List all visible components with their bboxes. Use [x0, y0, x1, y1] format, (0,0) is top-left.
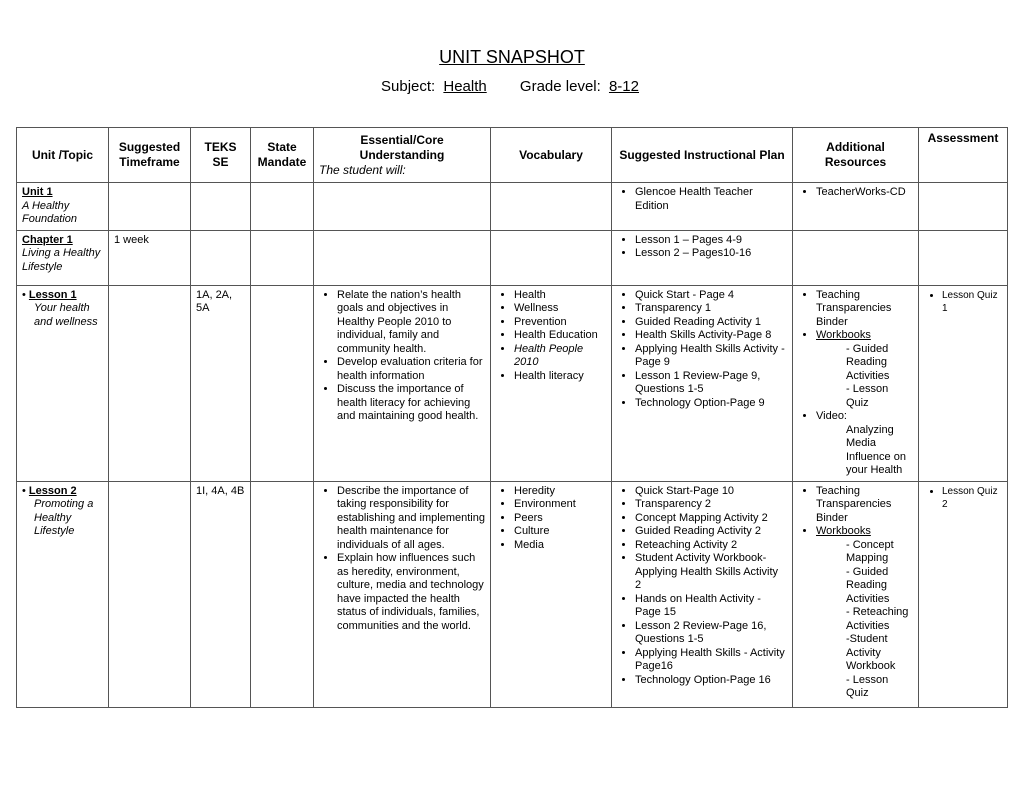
header-cell	[314, 128, 491, 183]
vocab-list	[496, 289, 606, 384]
state-mandate-cell	[251, 230, 314, 285]
resource-item: • Workbooks	[816, 525, 913, 539]
vocab-item: • Heredity	[514, 485, 606, 499]
understanding-cell	[314, 183, 491, 231]
resources-cell	[793, 230, 919, 285]
understanding-cell	[314, 285, 491, 481]
resource-list	[798, 186, 913, 200]
resource-item: • Workbooks	[816, 329, 913, 343]
resource-item: • Teaching Transparencies Binder	[816, 485, 913, 526]
header-cell: State Mandate	[251, 128, 314, 183]
topic-cell	[17, 183, 109, 231]
plan-list	[617, 234, 787, 261]
understanding-item: • Discuss the importance of health literacy for achieving and maintaining good health.	[337, 383, 485, 424]
header-cell: Suggested Instructional Plan	[612, 128, 793, 183]
table-row	[17, 183, 1008, 231]
assessment-cell	[919, 183, 1008, 231]
state-mandate-cell	[251, 481, 314, 707]
plan-list	[617, 485, 787, 688]
resource-subitem: -Student Activity Workbook	[846, 633, 896, 672]
plan-item: • Applying Health Skills - Activity Page16	[635, 647, 787, 674]
state-mandate-cell	[251, 285, 314, 481]
understanding-list	[319, 289, 485, 424]
topic-cell: • Lesson 1 Your health and wellness	[17, 285, 109, 481]
header-cell: Assessment	[919, 128, 1008, 183]
header-cell: Suggested Timeframe	[109, 128, 191, 183]
plan-item: • Transparency 1	[635, 302, 787, 316]
topic-cell: • Lesson 2 Promoting a Healthy Lifestyle	[17, 481, 109, 707]
topic-title: Chapter 1	[22, 233, 73, 246]
resource-item: • Video:	[816, 410, 913, 424]
vocab-item: • Wellness	[514, 302, 606, 316]
vocabulary-cell	[491, 183, 612, 231]
vocabulary-cell	[491, 481, 612, 707]
unit-snapshot-table	[16, 127, 1008, 708]
topic-subtitle: A Healthy Foundation	[22, 199, 78, 225]
timeframe-cell	[109, 183, 191, 231]
resource-list	[798, 289, 913, 478]
plan-item: • Technology Option-Page 9	[635, 397, 787, 411]
subject-value: Health	[443, 78, 487, 95]
teks-cell: 1A, 2A, 5A	[191, 285, 251, 481]
vocab-item: • Health People 2010	[514, 343, 606, 370]
table-row	[17, 285, 1008, 481]
page-title: UNIT SNAPSHOT	[439, 47, 585, 67]
resource-item: • Teaching Transparencies Binder	[816, 289, 913, 330]
table-row	[17, 481, 1008, 707]
plan-cell	[612, 183, 793, 231]
understanding-item: • Explain how influences such as heredity, environment, culture, media and technology have impacted the health status of individuals, families, communities and the world.	[337, 552, 485, 633]
teks-cell	[191, 230, 251, 285]
plan-item: • Guided Reading Activity 2	[635, 525, 787, 539]
topic-title: Lesson 2	[28, 484, 77, 497]
understanding-item: • Relate the nation’s health goals and objectives in Healthy People 2010 to individual, family and community health.	[337, 289, 485, 357]
plan-item: • Technology Option-Page 16	[635, 674, 787, 688]
vocab-item: • Peers	[514, 512, 606, 526]
timeframe-cell	[109, 481, 191, 707]
plan-item: • Lesson 2 – Pages10-16	[635, 247, 787, 261]
resources-cell	[793, 481, 919, 707]
topic-subtitle: Living a Healthy Lifestyle	[22, 247, 101, 273]
plan-item: • Transparency 2	[635, 498, 787, 512]
plan-item: • Guided Reading Activity 1	[635, 316, 787, 330]
header-cell: Vocabulary	[491, 128, 612, 183]
plan-item: • Health Skills Activity-Page 8	[635, 329, 787, 343]
subject-line	[0, 78, 1024, 95]
plan-item: • Student Activity Workbook-Applying Health Skills Activity 2	[635, 552, 787, 593]
resource-subitem: - Guided Reading Activities	[846, 565, 890, 605]
timeframe-cell: 1 week	[109, 230, 191, 285]
teks-cell	[191, 183, 251, 231]
plan-list	[617, 186, 787, 213]
subject-label: Subject:	[381, 78, 436, 95]
plan-item: • Glencoe Health Teacher Edition	[635, 186, 787, 213]
grade-label: Grade level:	[519, 78, 601, 95]
plan-list	[617, 289, 787, 411]
plan-item: • Hands on Health Activity - Page 15	[635, 593, 787, 620]
teks-cell: 1I, 4A, 4B	[191, 481, 251, 707]
timeframe-cell	[109, 285, 191, 481]
resource-subitem: - Concept Mapping	[846, 538, 894, 564]
resource-subitem: - Guided Reading Activities	[846, 342, 890, 382]
vocab-item: • Environment	[514, 498, 606, 512]
vocabulary-cell	[491, 230, 612, 285]
vocab-item: • Health Education	[514, 329, 606, 343]
state-mandate-cell	[251, 183, 314, 231]
assessment-cell	[919, 481, 1008, 707]
vocab-item: • Media	[514, 539, 606, 553]
plan-cell	[612, 230, 793, 285]
plan-item: • Quick Start - Page 4	[635, 289, 787, 303]
resource-subitem: Analyzing Media Influence on your Health	[846, 423, 906, 476]
header-row	[17, 128, 1008, 183]
grade-value: 8-12	[608, 78, 639, 95]
assessment-item: • Lesson Quiz 2	[942, 485, 1002, 512]
vocabulary-cell	[491, 285, 612, 481]
assessment-item: • Lesson Quiz 1	[942, 289, 1002, 316]
understanding-list	[319, 485, 485, 634]
header-cell: Unit /Topic	[17, 128, 109, 183]
header-cell: Additional Resources	[793, 128, 919, 183]
plan-cell	[612, 285, 793, 481]
resource-item: • TeacherWorks-CD	[816, 186, 913, 200]
topic-title: Unit 1	[22, 186, 53, 198]
header-cell: TEKS SE	[191, 128, 251, 183]
plan-item: • Applying Health Skills Activity -Page 9	[635, 343, 787, 370]
resources-cell	[793, 183, 919, 231]
understanding-cell	[314, 230, 491, 285]
header-subtext: The student will:	[319, 162, 406, 177]
table-row	[17, 230, 1008, 285]
understanding-item: • Describe the importance of taking responsibility for establishing and implementing health maintenance for individuals of all ages.	[337, 485, 485, 553]
vocab-item: • Prevention	[514, 316, 606, 330]
plan-item: • Lesson 1 – Pages 4-9	[635, 234, 787, 248]
plan-item: • Quick Start-Page 10	[635, 485, 787, 499]
resources-cell	[793, 285, 919, 481]
topic-cell	[17, 230, 109, 285]
resource-subitem: - Lesson Quiz	[846, 673, 889, 699]
plan-cell	[612, 481, 793, 707]
plan-item: • Reteaching Activity 2	[635, 539, 787, 553]
assessment-cell	[919, 230, 1008, 285]
resource-list	[798, 485, 913, 701]
resource-subitem: - Reteaching Activities	[846, 606, 909, 632]
topic-subtitle: Promoting a Healthy Lifestyle	[34, 498, 94, 537]
topic-title: Lesson 1	[28, 288, 77, 301]
vocab-item: • Health	[514, 289, 606, 303]
assessment-cell	[919, 285, 1008, 481]
plan-item: • Lesson 1 Review-Page 9, Questions 1-5	[635, 370, 787, 397]
header-text: Essential/Core Understanding	[359, 132, 445, 162]
understanding-item: • Develop evaluation criteria for health information	[337, 356, 485, 383]
resource-subitem: - Lesson Quiz	[846, 383, 889, 409]
understanding-cell	[314, 481, 491, 707]
plan-item: • Lesson 2 Review-Page 16, Questions 1-5	[635, 620, 787, 647]
vocab-item: • Culture	[514, 525, 606, 539]
vocab-list	[496, 485, 606, 553]
plan-item: • Concept Mapping Activity 2	[635, 512, 787, 526]
vocab-item: • Health literacy	[514, 370, 606, 384]
topic-subtitle: Your health and wellness	[34, 302, 98, 328]
